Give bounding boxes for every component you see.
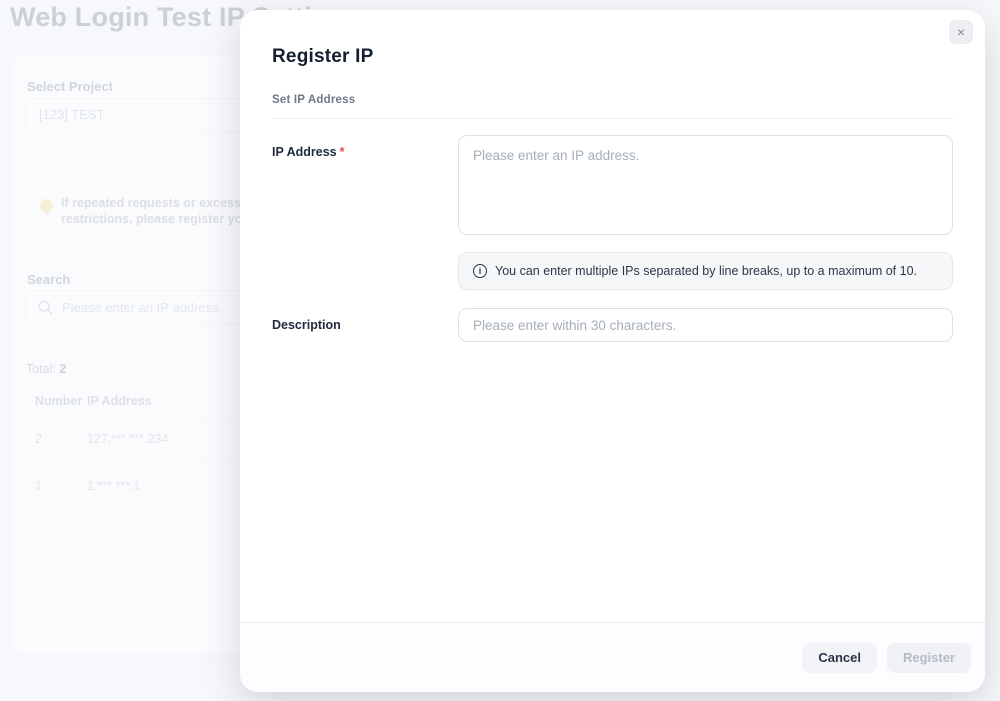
info-icon: i — [473, 264, 487, 278]
modal-title: Register IP — [272, 46, 374, 67]
ip-note — [458, 252, 953, 290]
ip-address-row — [272, 135, 953, 290]
register-ip-modal — [240, 10, 985, 692]
section-label: Set IP Address — [272, 94, 356, 106]
description-label: Description — [272, 318, 341, 332]
close-icon[interactable]: × — [949, 20, 973, 44]
modal-form — [240, 119, 985, 342]
required-asterisk: * — [339, 145, 345, 159]
cancel-button[interactable]: Cancel — [802, 643, 877, 673]
ip-note-text: You can enter multiple IPs separated by line breaks, up to a maximum of 10. — [495, 264, 917, 278]
ip-address-control — [458, 135, 953, 290]
ip-address-label: IP Address * — [272, 145, 345, 159]
description-input[interactable] — [458, 308, 953, 342]
register-button[interactable]: Register — [887, 643, 971, 673]
description-row — [272, 308, 953, 342]
modal-footer — [240, 622, 985, 692]
description-control — [458, 308, 953, 342]
ip-address-textarea[interactable] — [458, 135, 953, 235]
section-header — [272, 94, 953, 119]
